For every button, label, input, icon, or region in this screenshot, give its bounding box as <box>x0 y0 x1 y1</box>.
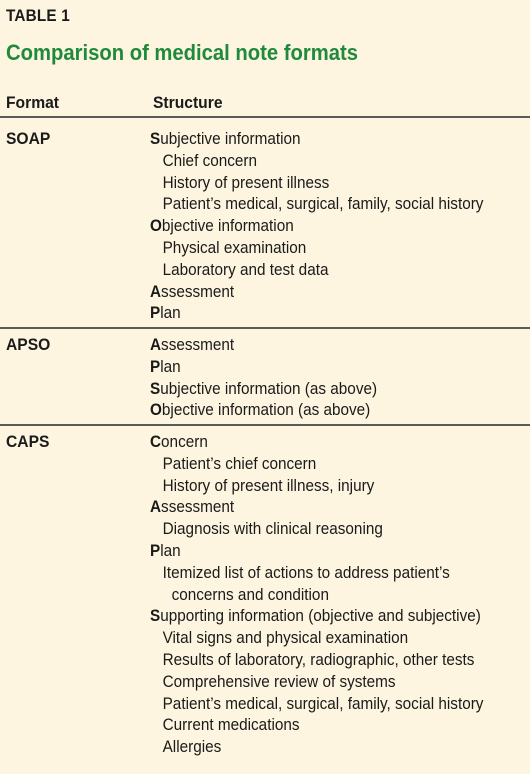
column-header-format: Format <box>6 93 60 112</box>
heading-rest: ssessment <box>161 497 235 517</box>
heading-rest: ssessment <box>161 335 235 354</box>
structure-subitem: Diagnosis with clinical reasoning <box>162 519 383 539</box>
structure-heading <box>150 302 490 324</box>
structure-subitem: Patient’s medical, surgical, family, social history <box>162 693 484 713</box>
heading-rest: ubjective information <box>160 129 301 148</box>
column-header-structure: Structure <box>153 93 223 112</box>
structure-heading <box>150 128 490 150</box>
structure-subitem: concerns and condition <box>171 584 329 604</box>
structure-heading <box>150 399 490 421</box>
structure-subitem: Physical examination <box>162 237 307 257</box>
format-name: APSO <box>6 335 51 354</box>
structure-lines <box>150 431 528 758</box>
structure-subitem: History of present illness, injury <box>162 475 375 495</box>
heading-rest: lan <box>160 303 181 323</box>
heading-rest: upporting information (objective and subjective) <box>160 606 481 626</box>
structure-subitem: Results of laboratory, radiographic, other tests <box>162 649 475 669</box>
structure-lines <box>150 128 528 324</box>
structure-subitem: Current medications <box>162 715 300 735</box>
format-name: CAPS <box>6 432 50 451</box>
structure-lines <box>150 334 528 421</box>
structure-heading <box>150 605 490 627</box>
heading-initial: O <box>150 216 162 236</box>
heading-initial: A <box>150 281 162 301</box>
header-divider <box>0 116 530 118</box>
section-divider <box>0 424 530 426</box>
heading-initial: P <box>150 540 161 560</box>
heading-rest: bjective information (as above) <box>161 400 371 420</box>
heading-rest: ubjective information (as above) <box>160 378 378 398</box>
structure-heading <box>150 496 490 518</box>
structure-subitem: Patient’s chief concern <box>162 453 317 473</box>
structure-heading <box>150 215 490 237</box>
heading-initial: P <box>150 356 161 376</box>
heading-initial: S <box>150 378 161 398</box>
heading-initial: O <box>150 400 162 420</box>
heading-rest: ssessment <box>161 281 235 301</box>
structure-subitem: Laboratory and test data <box>162 259 329 279</box>
heading-rest: lan <box>160 356 181 376</box>
table-title: Comparison of medical note formats <box>6 40 359 65</box>
heading-rest: bjective information <box>161 216 294 236</box>
heading-initial: S <box>150 129 161 148</box>
heading-rest: lan <box>160 540 181 560</box>
heading-initial: A <box>150 497 162 517</box>
structure-heading <box>150 356 490 378</box>
structure-heading <box>150 281 490 303</box>
structure-subitem: Vital signs and physical examination <box>162 628 409 648</box>
structure-subitem: Itemized list of actions to address patient’s <box>162 562 450 582</box>
structure-subitem: History of present illness <box>162 172 330 192</box>
heading-initial: S <box>150 606 161 626</box>
structure-heading <box>150 540 490 562</box>
heading-initial: C <box>150 432 162 451</box>
structure-subitem: Comprehensive review of systems <box>162 671 396 691</box>
table-label: TABLE 1 <box>6 6 70 25</box>
structure-heading <box>150 334 490 356</box>
heading-initial: P <box>150 303 161 323</box>
structure-heading <box>150 431 490 453</box>
format-name: SOAP <box>6 129 51 148</box>
structure-subitem: Chief concern <box>162 150 258 170</box>
structure-subitem: Patient’s medical, surgical, family, social history <box>162 194 484 214</box>
section-divider <box>0 327 530 329</box>
heading-initial: A <box>150 335 162 354</box>
heading-rest: oncern <box>161 432 208 451</box>
structure-subitem: Allergies <box>162 737 222 757</box>
structure-heading <box>150 378 490 400</box>
